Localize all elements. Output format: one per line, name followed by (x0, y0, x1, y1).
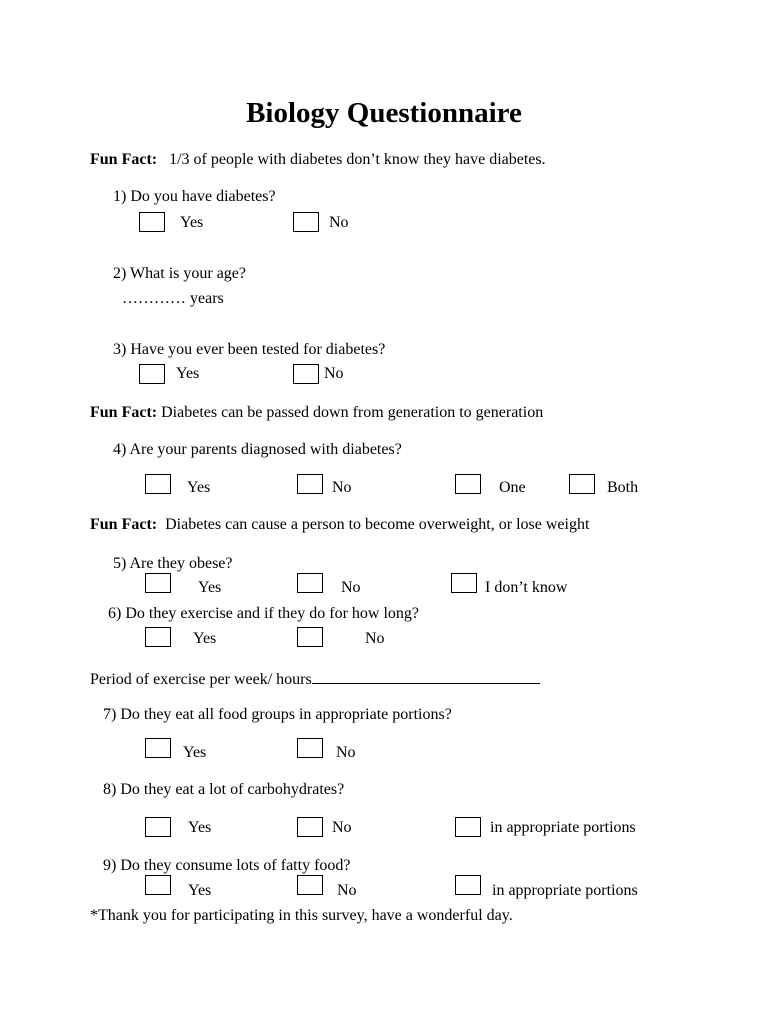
q4-one-checkbox[interactable] (455, 474, 481, 494)
q9-no-checkbox[interactable] (297, 875, 323, 895)
q5-dont-know-checkbox[interactable] (451, 573, 477, 593)
q9-no-label: No (337, 882, 357, 899)
q9-yes-checkbox[interactable] (145, 875, 171, 895)
fun-fact-label: Fun Fact: (90, 516, 158, 533)
q4-one-label: One (499, 479, 526, 496)
q5-no-label: No (341, 579, 361, 596)
q4-both-label: Both (607, 479, 639, 496)
exercise-hours-field[interactable] (312, 669, 540, 684)
q8-appropriate-label: in appropriate portions (490, 819, 636, 836)
q6-no-checkbox[interactable] (297, 627, 323, 647)
q3-yes-checkbox[interactable] (139, 364, 165, 384)
q6-yes-checkbox[interactable] (145, 627, 171, 647)
q1-yes-label: Yes (180, 214, 204, 231)
question-7: 7) Do they eat all food groups in appropriate portions? (103, 706, 452, 723)
q5-no-checkbox[interactable] (297, 573, 323, 593)
q7-yes-label: Yes (183, 744, 207, 761)
fun-fact-label: Fun Fact: (90, 404, 158, 421)
fun-fact-3 (90, 516, 589, 534)
exercise-period (90, 669, 540, 689)
q6-yes-label: Yes (193, 630, 217, 647)
q8-yes-label: Yes (188, 819, 212, 836)
q7-no-checkbox[interactable] (297, 738, 323, 758)
q5-dont-know-label: I don’t know (485, 579, 568, 596)
page-title: Biology Questionnaire (246, 97, 522, 129)
question-1: 1) Do you have diabetes? (113, 188, 276, 205)
q9-appropriate-label: in appropriate portions (492, 882, 638, 899)
fun-fact-text: Diabetes can cause a person to become overweight, or lose weight (165, 516, 590, 533)
q8-no-checkbox[interactable] (297, 817, 323, 837)
q3-no-checkbox[interactable] (293, 364, 319, 384)
q4-no-label: No (332, 479, 352, 496)
q6-no-label: No (365, 630, 385, 647)
fun-fact-text: Diabetes can be passed down from generation to generation (161, 404, 544, 421)
q8-yes-checkbox[interactable] (145, 817, 171, 837)
age-answer-field[interactable]: ………… years (122, 290, 224, 307)
closing-note: *Thank you for participating in this survey, have a wonderful day. (90, 907, 513, 924)
q9-appropriate-checkbox[interactable] (455, 875, 481, 895)
q1-yes-checkbox[interactable] (139, 212, 165, 232)
question-5: 5) Are they obese? (113, 555, 233, 572)
question-6: 6) Do they exercise and if they do for how long? (108, 605, 420, 622)
q9-yes-label: Yes (188, 882, 212, 899)
question-8: 8) Do they eat a lot of carbohydrates? (103, 781, 345, 798)
question-3: 3) Have you ever been tested for diabetes? (113, 341, 386, 358)
exercise-period-label: Period of exercise per week/ hours (90, 671, 312, 688)
q1-no-checkbox[interactable] (293, 212, 319, 232)
fun-fact-1 (90, 151, 546, 169)
q5-yes-checkbox[interactable] (145, 573, 171, 593)
q4-no-checkbox[interactable] (297, 474, 323, 494)
question-4: 4) Are your parents diagnosed with diabetes? (113, 441, 402, 458)
q7-yes-checkbox[interactable] (145, 738, 171, 758)
q4-yes-label: Yes (187, 479, 211, 496)
q8-no-label: No (332, 819, 352, 836)
fun-fact-text: 1/3 of people with diabetes don’t know they have diabetes. (169, 151, 546, 168)
fun-fact-label: Fun Fact: (90, 151, 158, 168)
q8-appropriate-checkbox[interactable] (455, 817, 481, 837)
q1-no-label: No (329, 214, 349, 231)
q5-yes-label: Yes (198, 579, 222, 596)
question-9: 9) Do they consume lots of fatty food? (103, 857, 351, 874)
q3-no-label: No (324, 365, 344, 382)
q4-yes-checkbox[interactable] (145, 474, 171, 494)
q4-both-checkbox[interactable] (569, 474, 595, 494)
q7-no-label: No (336, 744, 356, 761)
question-2: 2) What is your age? (113, 265, 246, 282)
fun-fact-2 (90, 404, 543, 422)
q3-yes-label: Yes (176, 365, 200, 382)
